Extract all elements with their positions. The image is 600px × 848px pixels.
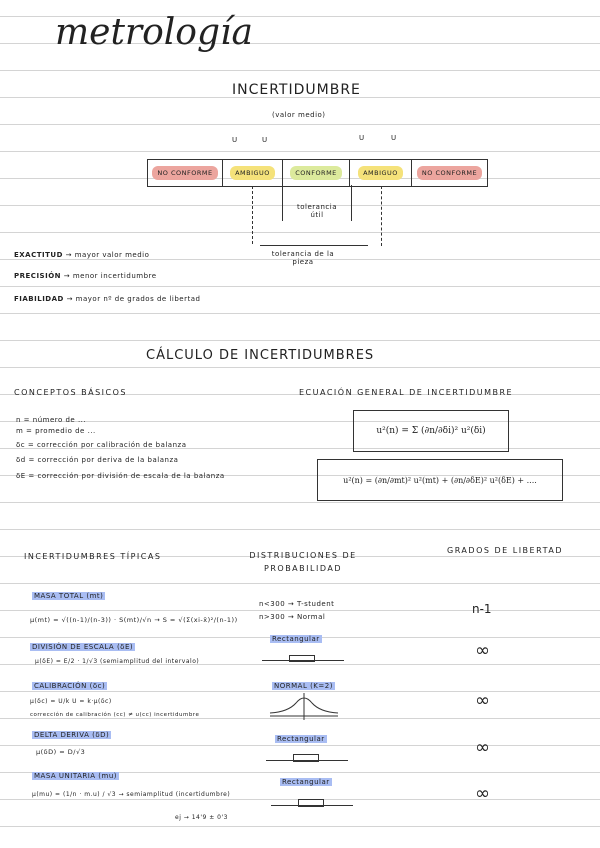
conceptos-title: CONCEPTOS BÁSICOS [14,388,127,397]
concept: δc = corrección por calibración de balanza [16,441,187,449]
row-formula: µ(δD) = D/√3 [36,748,86,756]
heading-calculo: CÁLCULO DE INCERTIDUMBRES [146,348,375,363]
dist: Rectangular [272,635,320,643]
u-mark: U [232,136,238,144]
u-mark: U [391,134,397,142]
dof: n-1 [472,602,492,616]
dof: ∞ [475,640,490,661]
concept: δE = corrección por división de escala de la balanza [16,472,225,480]
zone-ambiguo: AMBIGUO [223,160,283,186]
divider [381,186,382,246]
row-formula: µ(mu) = (1/n · m.u) / √3 → semiamplitud (incertidumbre) [32,791,231,798]
row-formula: µ(mt) = √((n-1)/(n-3)) · S(mt)/√n → S = √(Σ(xi-x̄)²/(n-1)) [30,616,238,624]
dist: n<300 → T-student [259,600,335,608]
row-formula: µ(δE) = E/2 · 1/√3 (semiamplitud del intervalo) [35,658,200,665]
col-header: INCERTIDUMBRES TÍPICAS [24,552,162,561]
dist: Rectangular [277,735,325,743]
heading-incertidumbre: INCERTIDUMBRE [232,82,361,98]
dof: ∞ [475,783,490,804]
row-formula: µ(δc) = U/k U = k·µ(δc) [30,698,112,705]
ecuacion-title: ECUACIÓN GENERAL DE INCERTIDUMBRE [299,388,514,397]
def-exactitud: EXACTITUD → mayor valor medio [14,251,150,259]
subheading: (valor medio) [272,111,326,119]
row-name: CALIBRACIÓN (δc) [34,682,106,690]
row-formula: ej → 14'9 ± 0'3 [175,814,228,821]
dof: ∞ [475,690,490,711]
zone-ambiguo: AMBIGUO [350,160,412,186]
equation-box: u²(n) = (∂n/∂mt)² u²(mt) + (∂n/∂δE)² u²(δE) + .... [317,459,563,501]
concept: δd = corrección por deriva de la balanza [16,456,179,464]
col-header: DISTRIBUCIONES DE PROBABILIDAD [249,551,357,573]
rect-distribution-icon [266,753,348,761]
rect-distribution-icon [262,653,344,661]
col-header: GRADOS DE LIBERTAD [447,546,563,555]
page-title: metrología [55,12,253,53]
row-name: MASA TOTAL (mt) [34,592,104,600]
equation-box: u²(n) = Σ (∂n/∂δi)² u²(δi) [353,410,509,452]
dist: NORMAL (K=2) [274,682,333,690]
u-mark: U [262,136,268,144]
zone-no-conforme: NO CONFORME [148,160,223,186]
concept: m = promedio de ... [16,427,96,435]
tolerancia-pieza: tolerancia de la pieza [271,250,335,266]
row-name: MASA UNITARIA (mu) [34,772,118,780]
def-precision: PRECISIÓN → menor incertidumbre [14,272,157,280]
def-fiabilidad: FIABILIDAD → mayor nº de grados de libertad [14,295,201,303]
tolerancia-util: tolerancia útil [297,203,337,219]
normal-distribution-icon [268,693,340,721]
rect-distribution-icon [271,798,353,806]
zone-no-conforme: NO CONFORME [412,160,487,186]
dist: Rectangular [282,778,330,786]
dof: ∞ [475,737,490,758]
tolerance-arrow [260,245,368,246]
row-formula: corrección de calibración (cc) ≠ u(cc) incertidumbre [30,712,200,718]
concept: n = número de ... [16,416,87,424]
divider [252,186,253,244]
u-mark: U [359,134,365,142]
zone-conforme: CONFORME [283,160,350,186]
dist: n>300 → Normal [259,613,326,621]
conformity-bar [147,159,488,187]
row-name: DIVISIÓN DE ESCALA (δE) [32,643,134,651]
row-name: DELTA DERIVA (δD) [34,731,110,739]
